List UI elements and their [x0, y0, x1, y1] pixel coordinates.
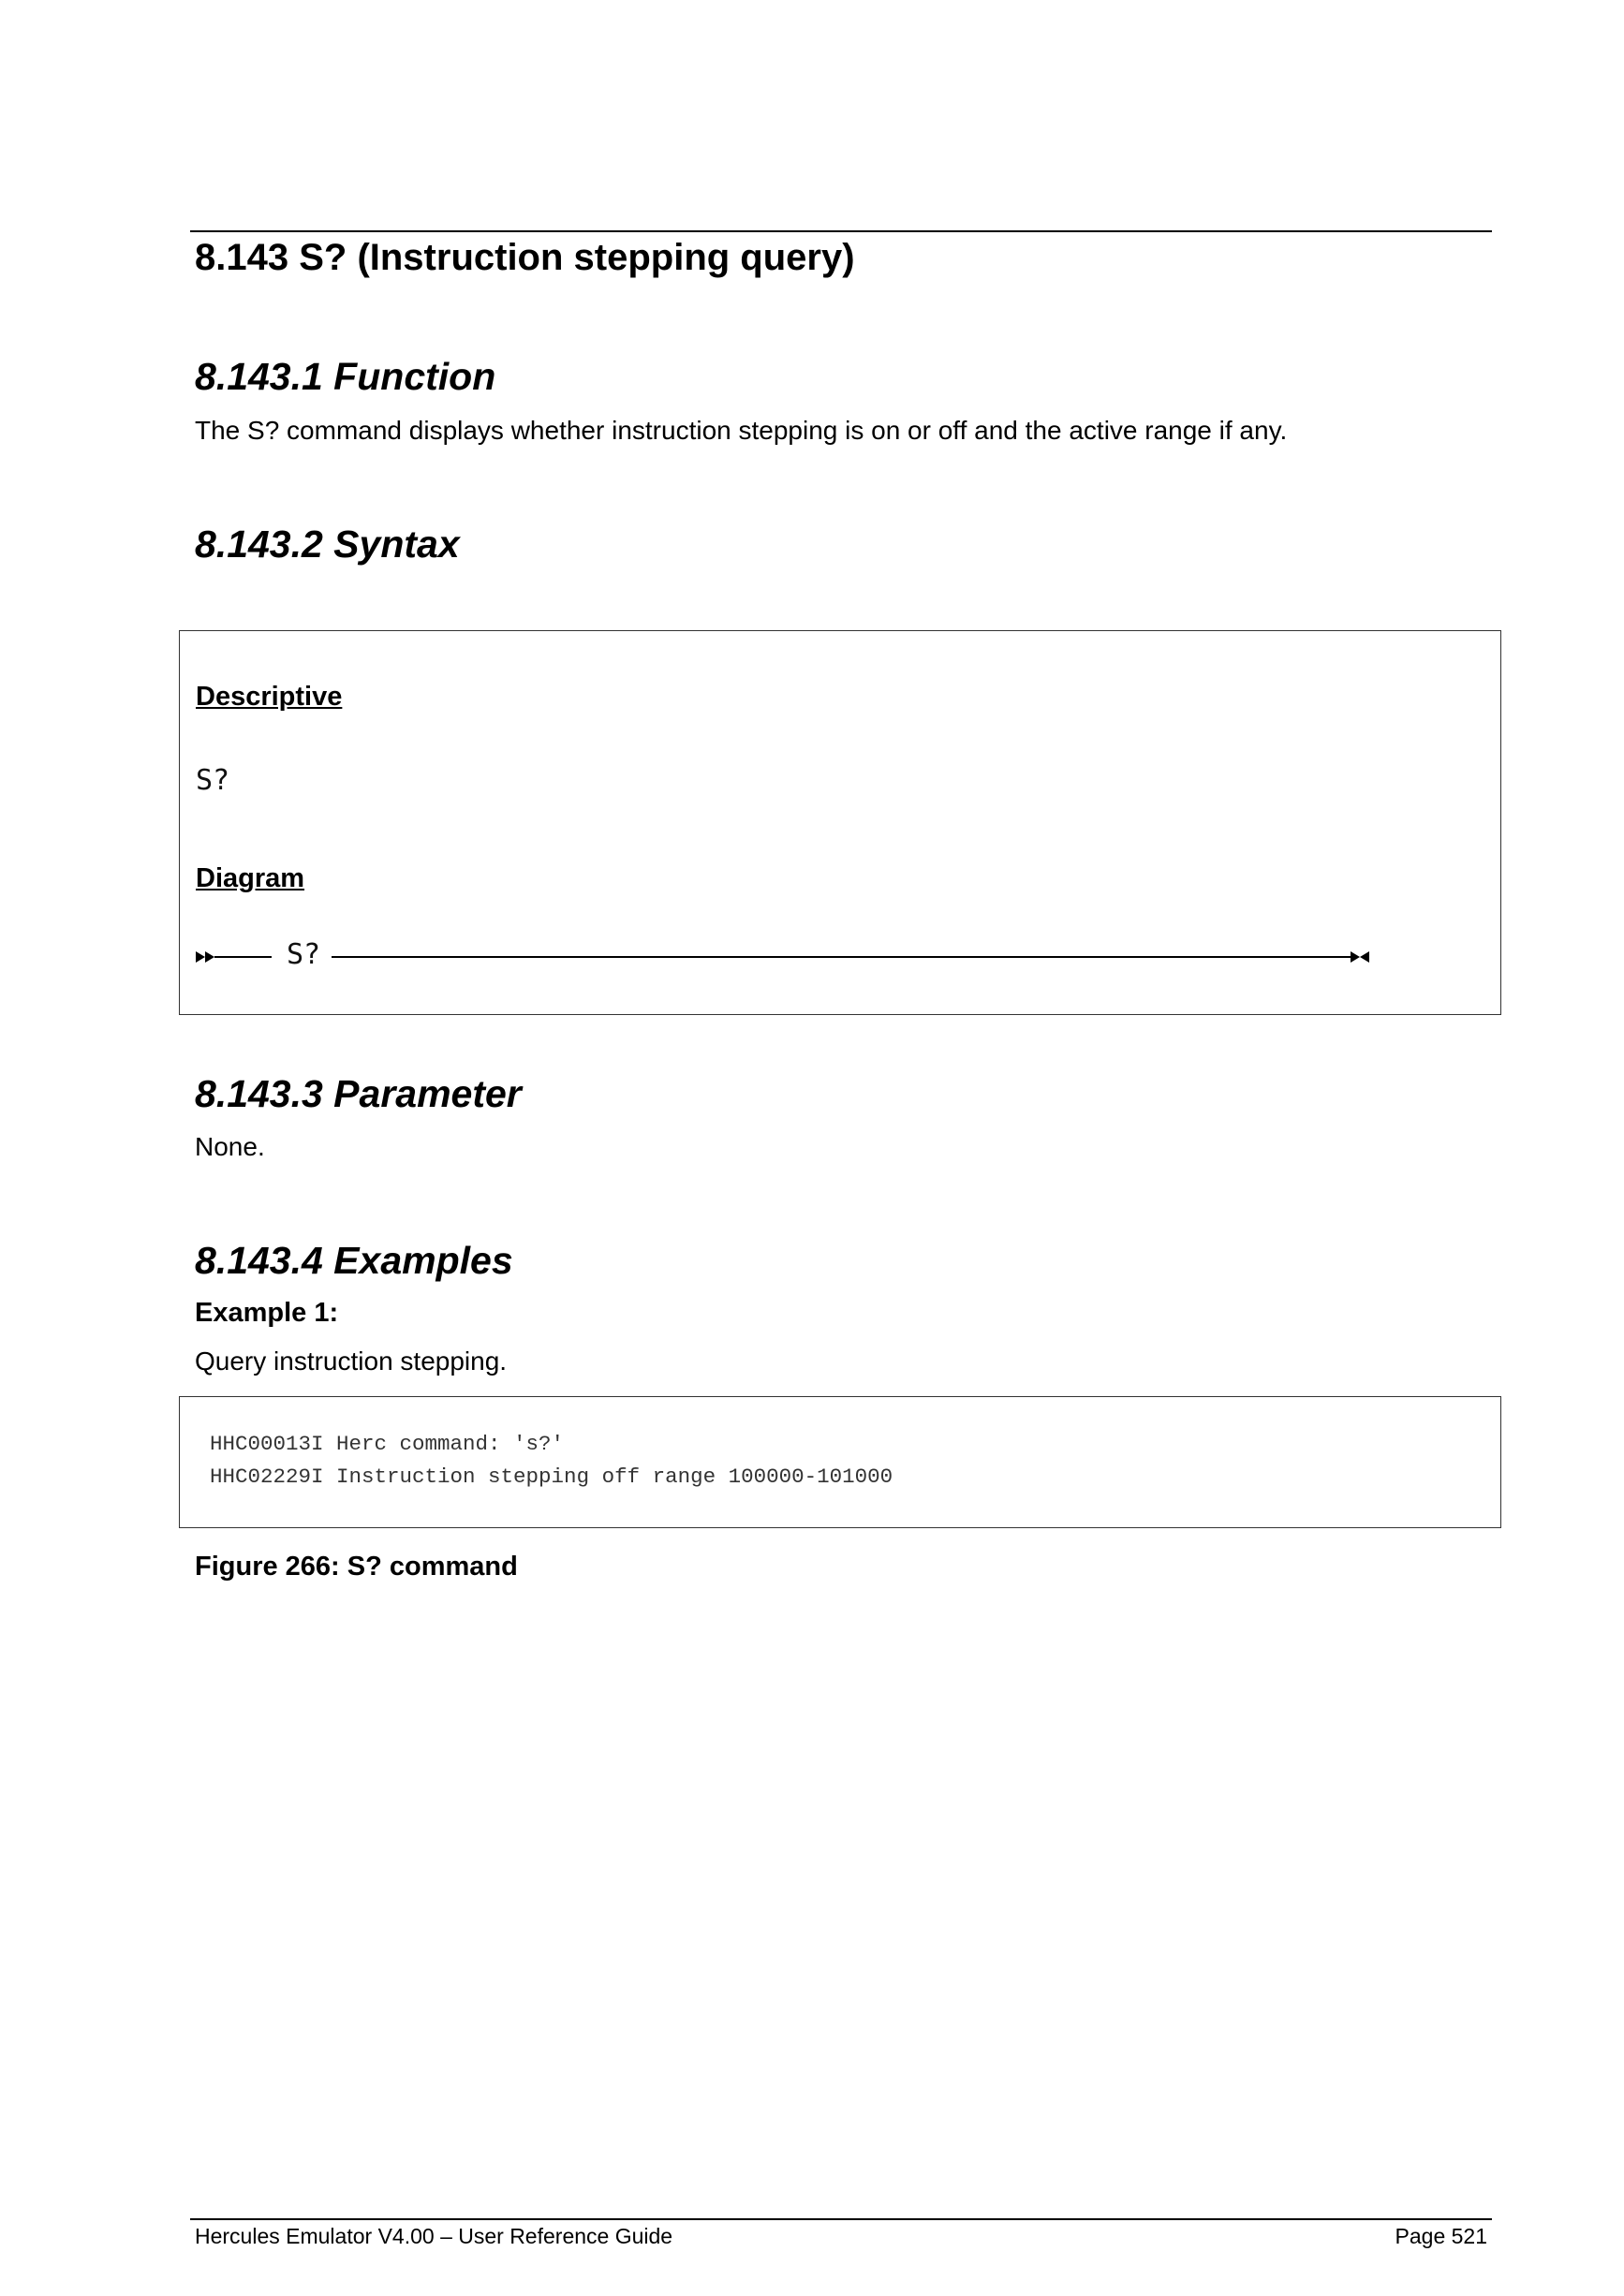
header-rule	[190, 230, 1492, 232]
figure-caption: Figure 266: S? command	[195, 1552, 518, 1582]
footer-rule	[190, 2218, 1492, 2220]
syntax-heading: 8.143.2 Syntax	[195, 522, 460, 566]
descriptive-label: Descriptive	[196, 682, 343, 712]
example1-label: Example 1:	[195, 1298, 339, 1328]
code-line: HHC00013I Herc command: 's?'	[210, 1432, 565, 1456]
example1-description: Query instruction stepping.	[195, 1347, 508, 1376]
function-text: The S? command displays whether instruction stepping is on or off and the active range if any.	[195, 416, 1288, 445]
code-box	[179, 1396, 1501, 1528]
syntax-diagram	[180, 940, 1502, 978]
parameter-heading: 8.143.3 Parameter	[195, 1072, 522, 1115]
diagram-label: Diagram	[196, 863, 305, 893]
descriptive-command: S?	[196, 764, 230, 797]
diagram-command: S?	[287, 938, 321, 971]
code-line: HHC02229I Instruction stepping off range 100000-101000	[210, 1464, 893, 1489]
footer-title: Hercules Emulator V4.00 – User Reference Guide	[195, 2224, 673, 2248]
function-heading: 8.143.1 Function	[195, 355, 496, 398]
railroad-diagram-icon	[180, 940, 1502, 978]
section-title: 8.143 S? (Instruction stepping query)	[195, 237, 855, 278]
examples-heading: 8.143.4 Examples	[195, 1239, 513, 1282]
parameter-text: None.	[195, 1132, 265, 1161]
syntax-box	[179, 630, 1501, 1015]
page-number: Page 521	[1395, 2224, 1487, 2248]
